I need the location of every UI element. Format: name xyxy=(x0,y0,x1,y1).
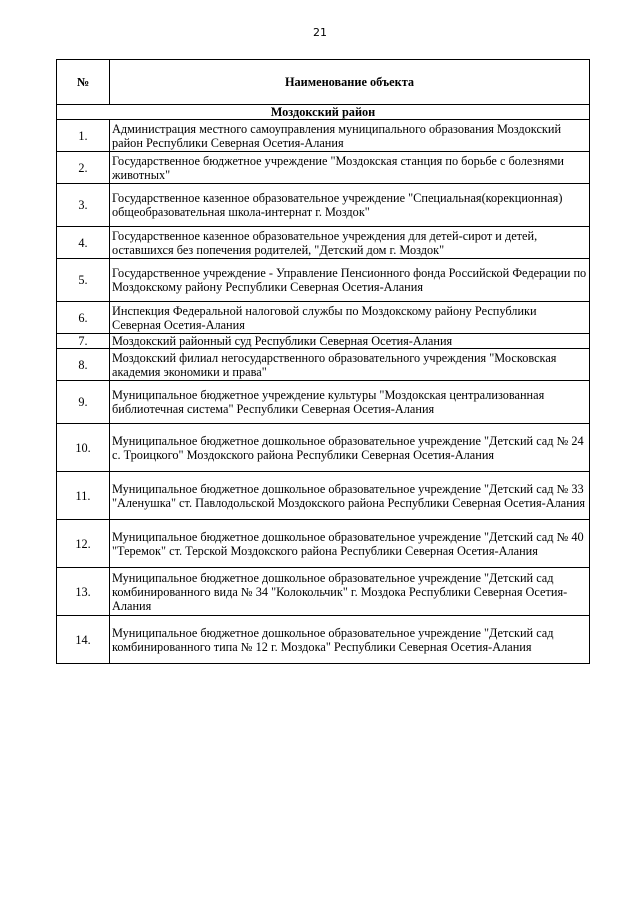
row-number: 8. xyxy=(57,349,110,381)
row-number: 14. xyxy=(57,616,110,664)
row-name: Муниципальное бюджетное дошкольное образовательное учреждение "Детский сад № 33 "Аленушка" ст. Павлодольской Моздокского района Республики Северная Осетия-Алания xyxy=(110,472,590,520)
row-number: 7. xyxy=(57,334,110,349)
table-row xyxy=(57,568,590,616)
row-number: 4. xyxy=(57,227,110,259)
row-name: Моздокский районный суд Республики Северная Осетия-Алания xyxy=(110,334,590,349)
table-row xyxy=(57,349,590,381)
row-name: Муниципальное бюджетное дошкольное образовательное учреждение "Детский сад № 24 с. Троицкого" Моздокского района Республики Северная Осетия-Алания xyxy=(110,424,590,472)
column-header-name: Наименование объекта xyxy=(110,60,590,105)
table-row xyxy=(57,616,590,664)
page-number: 21 xyxy=(313,26,327,39)
row-name: Моздокский филиал негосударственного образовательного учреждения "Московская академия экономики и права" xyxy=(110,349,590,381)
table-row xyxy=(57,184,590,227)
row-number: 5. xyxy=(57,259,110,302)
row-number: 9. xyxy=(57,381,110,424)
table-row xyxy=(57,120,590,152)
row-name: Муниципальное бюджетное дошкольное образовательное учреждение "Детский сад комбинированного вида № 34 "Колокольчик" г. Моздока Республики Северная Осетия-Алания xyxy=(110,568,590,616)
row-name: Муниципальное бюджетное дошкольное образовательное учреждение "Детский сад комбинированного типа № 12 г. Моздока" Республики Северная Осетия-Алания xyxy=(110,616,590,664)
district-row xyxy=(57,105,590,120)
row-name: Государственное казенное образовательное учреждения для детей-сирот и детей, оставшихся без попечения родителей, "Детский дом г. Моздок" xyxy=(110,227,590,259)
row-number: 10. xyxy=(57,424,110,472)
row-name: Муниципальное бюджетное учреждение культуры "Моздокская централизованная библиотечная система" Республики Северная Осетия-Алания xyxy=(110,381,590,424)
table-header-row xyxy=(57,60,590,105)
row-name: Государственное казенное образовательное учреждение "Специальная(корекционная) общеобразовательная школа-интернат г. Моздок" xyxy=(110,184,590,227)
row-number: 12. xyxy=(57,520,110,568)
district-name: Моздокский район xyxy=(57,105,590,120)
table-row xyxy=(57,227,590,259)
column-header-number: № xyxy=(57,60,110,105)
table-row xyxy=(57,520,590,568)
table-row xyxy=(57,381,590,424)
row-name: Инспекция Федеральной налоговой службы по Моздокскому району Республики Северная Осетия-Алания xyxy=(110,302,590,334)
objects-table xyxy=(56,59,590,664)
row-number: 3. xyxy=(57,184,110,227)
row-number: 6. xyxy=(57,302,110,334)
table-row xyxy=(57,302,590,334)
table-row xyxy=(57,472,590,520)
row-number: 13. xyxy=(57,568,110,616)
row-name: Администрация местного самоуправления муниципального образования Моздокский район Республики Северная Осетия-Алания xyxy=(110,120,590,152)
row-name: Государственное учреждение - Управление Пенсионного фонда Российской Федерации по Моздокскому району Республики Северная Осетия-Алания xyxy=(110,259,590,302)
row-name: Муниципальное бюджетное дошкольное образовательное учреждение "Детский сад № 40 "Теремок" ст. Терской Моздокского района Республики Северная Осетия-Алания xyxy=(110,520,590,568)
row-number: 2. xyxy=(57,152,110,184)
row-number: 11. xyxy=(57,472,110,520)
table-row xyxy=(57,424,590,472)
table-row xyxy=(57,259,590,302)
row-name: Государственное бюджетное учреждение "Моздокская станция по борьбе с болезнями животных" xyxy=(110,152,590,184)
row-number: 1. xyxy=(57,120,110,152)
table-row xyxy=(57,152,590,184)
table-row xyxy=(57,334,590,349)
